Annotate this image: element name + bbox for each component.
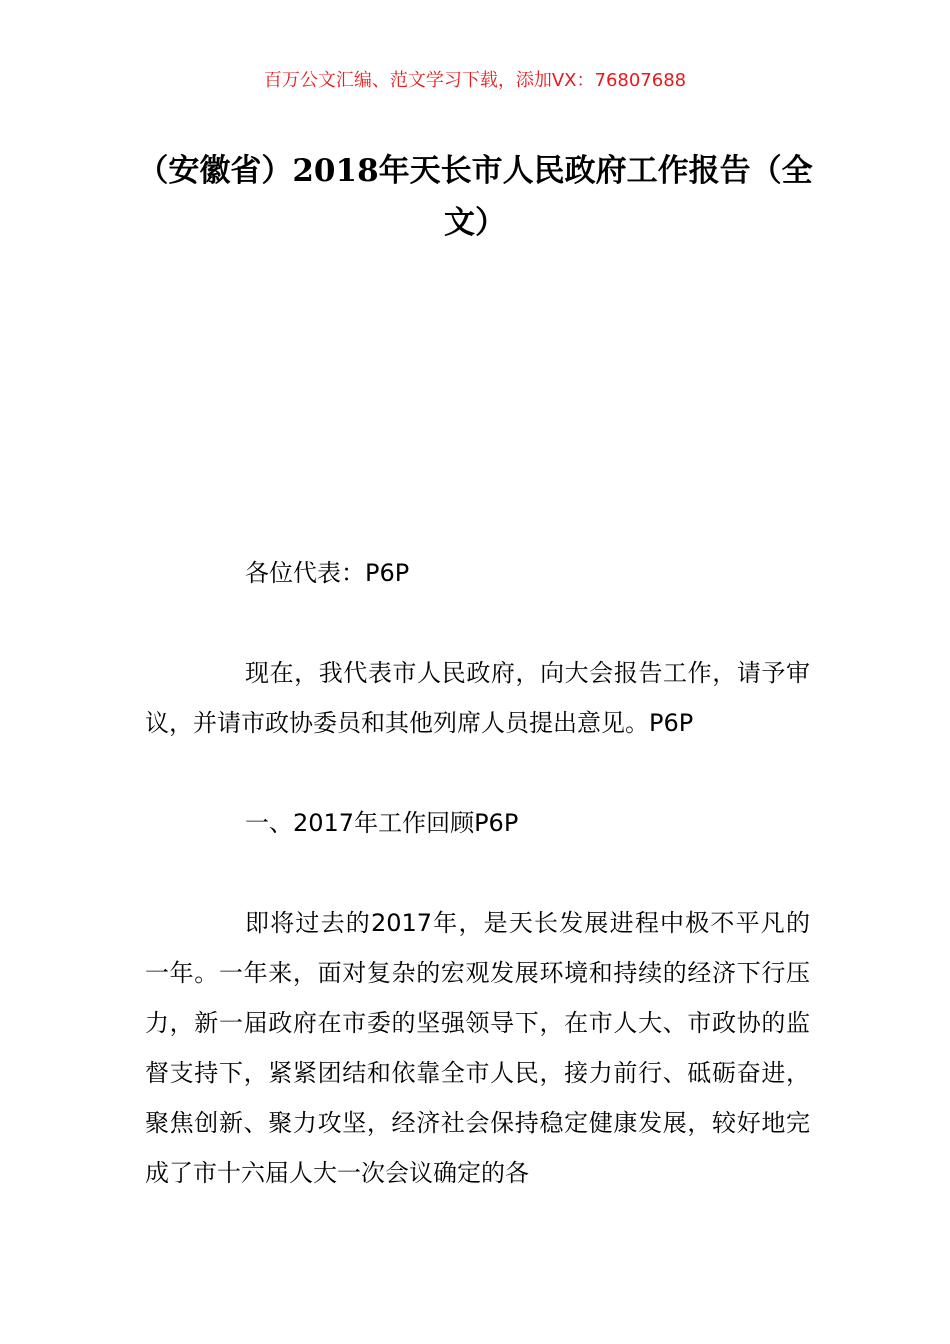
salutation: 各位代表：P6P — [245, 559, 410, 587]
section-heading: 一、2017年工作回顾P6P — [245, 809, 519, 837]
paragraph-intro: 现在，我代表市人民政府，向大会报告工作，请予审议，并请市政协委员和其他列席人员提出意见。P6P — [145, 659, 810, 737]
document-title: （安徽省）2018年天长市人民政府工作报告（全文） — [137, 153, 813, 241]
paragraph-review: 即将过去的2017年，是天长发展进程中极不平凡的一年。一年来，面对复杂的宏观发展环境和持续的经济下行压力，新一届政府在市委的坚强领导下，在市人大、市政协的监督支持下，紧紧团结和依靠全市人民，接力前行、砥砺奋进，聚焦创新、聚力攻坚，经济社会保持稳定健康发展，较好地完成了市十六届人大一次会议确定的各 — [145, 909, 810, 1187]
header-promo-note: 百万公文汇编、范文学习下载，添加VX：76807688 — [263, 70, 687, 91]
